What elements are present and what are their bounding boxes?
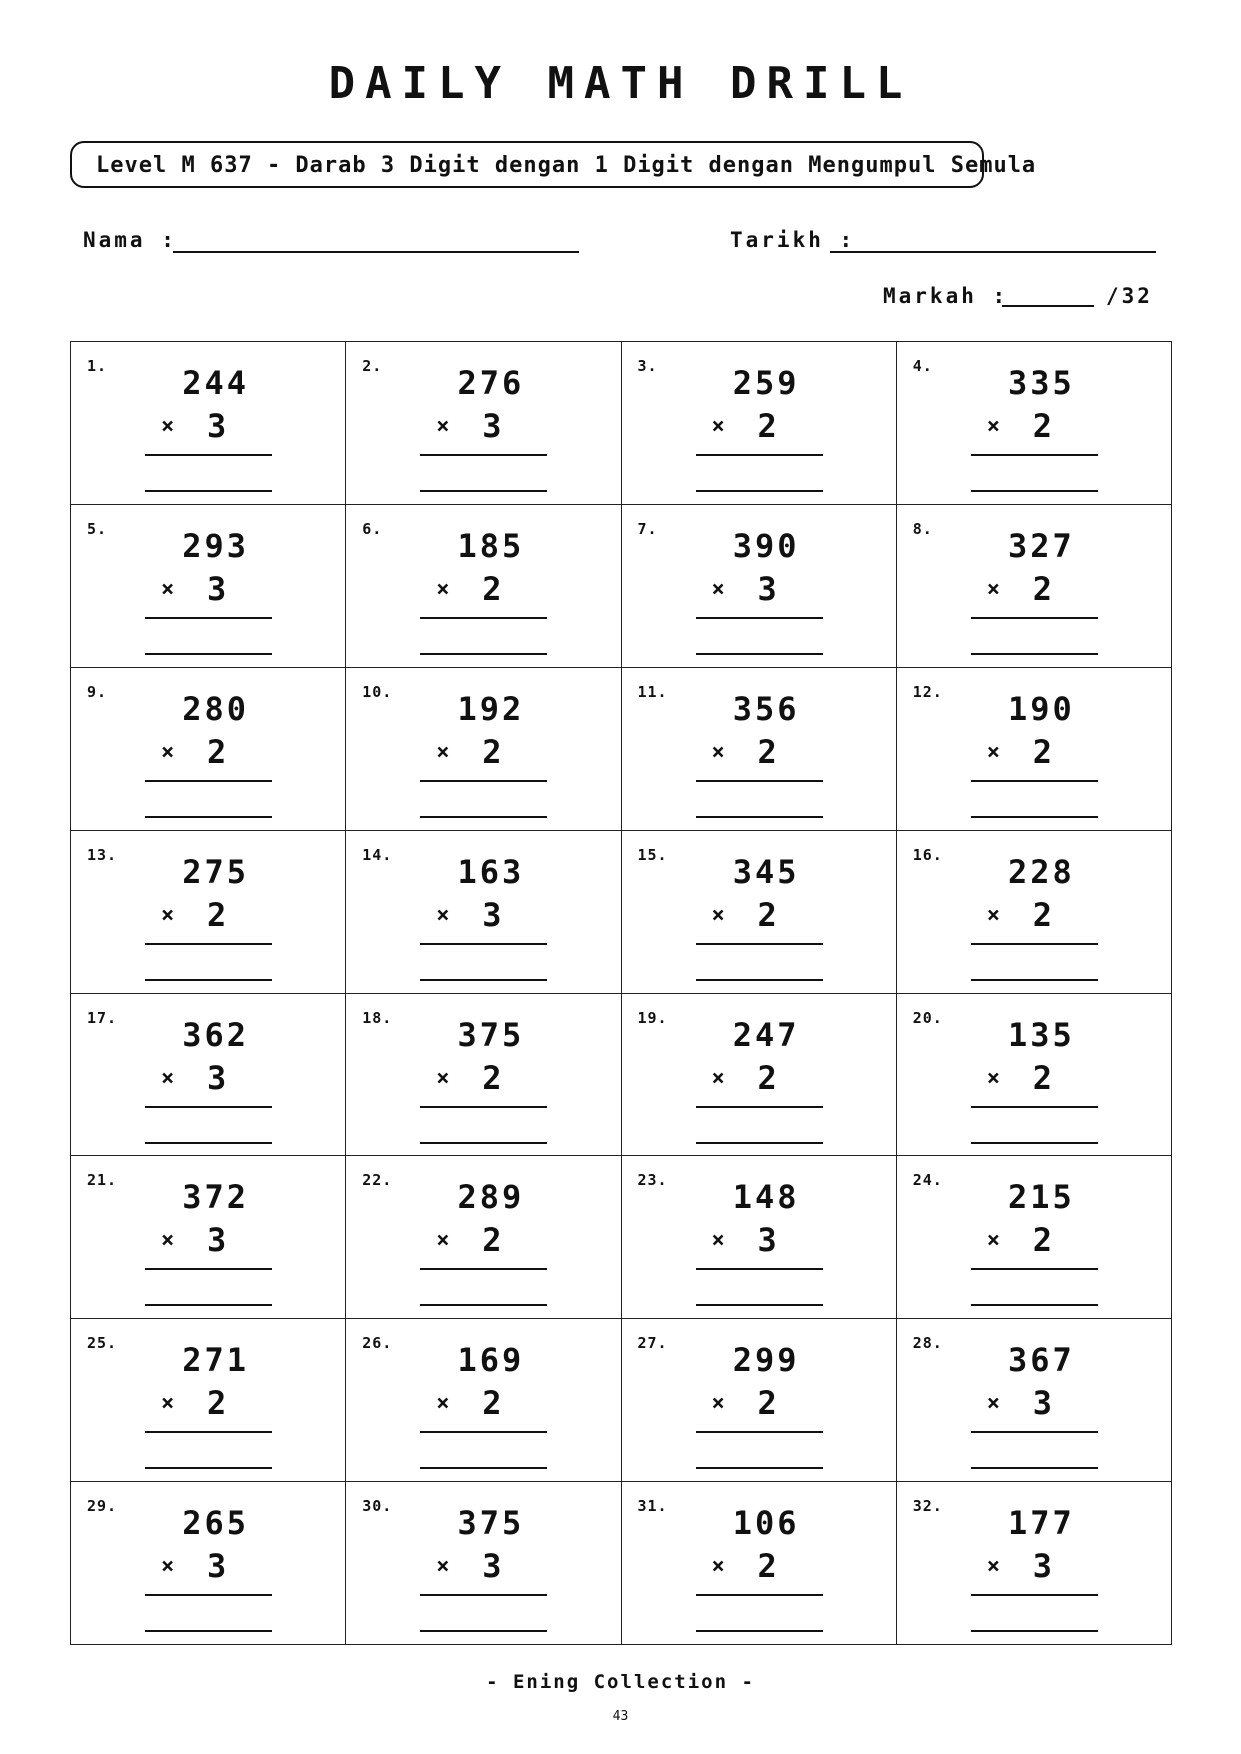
date-label: Tarikh : — [730, 228, 856, 252]
multiplicand: 265 — [182, 1504, 249, 1543]
multiplicand: 169 — [457, 1341, 525, 1380]
multiplicand: 356 — [732, 689, 800, 728]
multiplicand: 276 — [457, 364, 525, 402]
multiplicand: 271 — [182, 1341, 249, 1380]
problem-cell — [897, 831, 1172, 994]
multiplier: 2 — [757, 895, 777, 934]
answer-line[interactable] — [145, 1142, 272, 1144]
multiplier: 2 — [207, 732, 227, 771]
problem-cell — [897, 1482, 1172, 1645]
problem-cell — [346, 1482, 621, 1645]
multiplicand: 148 — [732, 1178, 800, 1217]
operation-line — [971, 780, 1098, 782]
problem-number: 1. — [87, 357, 108, 375]
answer-line[interactable] — [971, 1467, 1098, 1469]
multiply-sign: × — [436, 739, 450, 765]
answer-line[interactable] — [971, 1304, 1098, 1306]
problem-cell — [71, 1319, 346, 1482]
problem-number: 20. — [912, 1008, 943, 1027]
operation-line — [971, 1431, 1098, 1433]
problem-number: 7. — [637, 519, 658, 538]
problem-cell — [622, 1156, 897, 1319]
multiplicand: 106 — [732, 1504, 800, 1543]
page-title: DAILY MATH DRILL — [328, 58, 913, 109]
operation-line — [145, 1594, 272, 1596]
page-number: 43 — [612, 1709, 629, 1724]
multiply-sign: × — [986, 1228, 1000, 1254]
multiply-sign: × — [161, 1554, 175, 1580]
multiplier: 3 — [1032, 1547, 1053, 1586]
multiplicand: 215 — [1007, 1178, 1075, 1217]
problem-cell — [622, 668, 897, 831]
problem-cell — [622, 342, 897, 505]
multiply-sign: × — [161, 739, 175, 765]
problem-number: 27. — [637, 1334, 668, 1353]
multiplier: 3 — [1032, 1384, 1053, 1423]
operation-line — [145, 617, 272, 619]
multiplier: 3 — [482, 407, 502, 445]
problem-number: 6. — [362, 519, 383, 538]
operation-line — [971, 617, 1098, 619]
answer-line[interactable] — [696, 490, 823, 492]
multiplier: 2 — [207, 895, 227, 934]
multiply-sign: × — [436, 1554, 450, 1580]
multiplier: 2 — [482, 732, 502, 771]
multiplier: 2 — [1032, 732, 1053, 771]
problem-cell — [897, 342, 1172, 505]
multiplicand: 367 — [1007, 1341, 1075, 1380]
multiply-sign: × — [161, 1065, 175, 1091]
multiplicand: 163 — [457, 852, 525, 891]
multiplicand: 293 — [182, 526, 249, 565]
operation-line — [696, 943, 823, 945]
multiply-sign: × — [986, 1554, 1000, 1580]
operation-line — [145, 943, 272, 945]
date-input-line[interactable] — [830, 251, 1156, 253]
answer-line[interactable] — [145, 1630, 272, 1632]
multiply-sign: × — [711, 739, 725, 765]
operation-line — [696, 780, 823, 782]
multiplicand: 190 — [1007, 689, 1075, 728]
operation-line — [145, 1431, 272, 1433]
multiplicand: 275 — [182, 852, 249, 891]
answer-line[interactable] — [971, 1630, 1098, 1632]
problem-cell — [71, 994, 346, 1157]
problem-number: 8. — [912, 519, 933, 538]
multiplier: 2 — [757, 732, 777, 771]
multiply-sign: × — [986, 902, 1000, 928]
multiplicand: 289 — [457, 1178, 525, 1217]
problem-number: 21. — [87, 1171, 118, 1190]
name-input-line[interactable] — [173, 251, 579, 253]
multiplier: 3 — [757, 1221, 777, 1260]
problem-number: 11. — [637, 682, 668, 701]
multiplicand: 362 — [182, 1015, 249, 1054]
problem-number: 28. — [912, 1334, 943, 1353]
name-label: Nama : — [83, 228, 177, 252]
problem-cell — [897, 668, 1172, 831]
operation-line — [420, 943, 547, 945]
answer-line[interactable] — [420, 816, 547, 818]
multiplicand: 185 — [457, 526, 525, 565]
multiplier: 3 — [482, 895, 502, 934]
multiplicand: 135 — [1007, 1015, 1075, 1054]
multiplicand: 375 — [457, 1015, 525, 1054]
operation-line — [696, 454, 823, 456]
problem-number: 10. — [362, 682, 393, 701]
problem-cell — [71, 1482, 346, 1645]
operation-line — [420, 1431, 547, 1433]
multiplier: 3 — [207, 1221, 227, 1260]
operation-line — [696, 617, 823, 619]
multiplicand: 177 — [1007, 1504, 1075, 1543]
multiply-sign: × — [986, 739, 1000, 765]
multiplier: 2 — [482, 1221, 502, 1260]
multiply-sign: × — [711, 1065, 725, 1091]
multiply-sign: × — [161, 1391, 175, 1417]
answer-line[interactable] — [971, 490, 1098, 492]
answer-line[interactable] — [696, 653, 823, 655]
multiplier: 3 — [207, 1058, 227, 1097]
multiplier: 2 — [757, 1547, 777, 1586]
problem-grid — [70, 341, 1172, 1645]
multiplicand: 259 — [732, 364, 800, 402]
multiplicand: 372 — [182, 1178, 249, 1217]
multiply-sign: × — [986, 1391, 1000, 1417]
multiplier: 2 — [1032, 569, 1053, 608]
operation-line — [971, 454, 1098, 456]
problem-number: 2. — [362, 357, 383, 375]
operation-line — [420, 454, 547, 456]
problem-cell — [622, 1319, 897, 1482]
multiplier: 3 — [482, 1547, 502, 1586]
answer-line[interactable] — [971, 1142, 1098, 1144]
problem-cell — [622, 1482, 897, 1645]
problem-cell — [622, 505, 897, 668]
multiplicand: 390 — [732, 526, 800, 565]
problem-cell — [346, 994, 621, 1157]
multiply-sign: × — [436, 414, 450, 439]
multiplier: 2 — [482, 1058, 502, 1097]
answer-line[interactable] — [420, 653, 547, 655]
operation-line — [145, 1268, 272, 1270]
problem-number: 31. — [637, 1497, 668, 1516]
multiply-sign: × — [711, 1391, 725, 1417]
problem-number: 16. — [912, 845, 943, 864]
problem-number: 13. — [87, 845, 118, 864]
problem-number: 32. — [912, 1497, 943, 1516]
problem-number: 12. — [912, 682, 943, 701]
problem-cell — [346, 505, 621, 668]
problem-number: 25. — [87, 1334, 118, 1353]
answer-line[interactable] — [971, 816, 1098, 818]
operation-line — [971, 1268, 1098, 1270]
operation-line — [696, 1431, 823, 1433]
problem-cell — [71, 668, 346, 831]
answer-line[interactable] — [696, 979, 823, 981]
problem-cell — [346, 1156, 621, 1319]
multiplier: 2 — [482, 1384, 502, 1423]
operation-line — [145, 780, 272, 782]
collection-footer: - Ening Collection - — [486, 1671, 755, 1693]
multiplier: 2 — [757, 407, 777, 445]
answer-line[interactable] — [145, 979, 272, 981]
multiply-sign: × — [711, 1228, 725, 1254]
answer-line[interactable] — [420, 490, 547, 492]
answer-line[interactable] — [145, 1304, 272, 1306]
answer-line[interactable] — [420, 979, 547, 981]
problem-cell — [346, 831, 621, 994]
answer-line[interactable] — [420, 1467, 547, 1469]
multiplier: 3 — [207, 407, 227, 445]
multiplicand: 375 — [457, 1504, 525, 1543]
multiply-sign: × — [161, 902, 175, 928]
answer-line[interactable] — [420, 1630, 547, 1632]
problem-number: 15. — [637, 845, 668, 864]
operation-line — [420, 780, 547, 782]
multiply-sign: × — [986, 576, 1000, 602]
answer-line[interactable] — [971, 653, 1098, 655]
problem-number: 9. — [87, 682, 108, 701]
problem-number: 4. — [912, 357, 933, 375]
problem-number: 24. — [912, 1171, 943, 1190]
operation-line — [145, 1106, 272, 1108]
answer-line[interactable] — [145, 490, 272, 492]
answer-line[interactable] — [696, 1630, 823, 1632]
multiplicand: 327 — [1007, 526, 1075, 565]
answer-line[interactable] — [696, 816, 823, 818]
operation-line — [420, 617, 547, 619]
multiplier: 2 — [1032, 1221, 1053, 1260]
operation-line — [971, 1106, 1098, 1108]
problem-cell — [622, 831, 897, 994]
problem-number: 26. — [362, 1334, 393, 1353]
operation-line — [971, 943, 1098, 945]
multiply-sign: × — [161, 414, 175, 439]
answer-line[interactable] — [145, 653, 272, 655]
multiplicand: 244 — [182, 364, 249, 402]
problem-cell — [897, 505, 1172, 668]
problem-cell — [71, 505, 346, 668]
answer-line[interactable] — [420, 1142, 547, 1144]
multiplicand: 335 — [1007, 364, 1075, 402]
multiplier: 2 — [1032, 1058, 1053, 1097]
answer-line[interactable] — [696, 1142, 823, 1144]
marks-label: Markah : — [883, 284, 1009, 308]
marks-input-line[interactable] — [1002, 305, 1094, 307]
problem-number: 23. — [637, 1171, 668, 1190]
multiplier: 2 — [1032, 407, 1053, 445]
multiply-sign: × — [436, 576, 450, 602]
multiply-sign: × — [436, 1065, 450, 1091]
multiplier: 2 — [207, 1384, 227, 1423]
operation-line — [696, 1594, 823, 1596]
multiplier: 2 — [757, 1058, 777, 1097]
multiplicand: 192 — [457, 689, 525, 728]
multiplicand: 345 — [732, 852, 800, 891]
multiplier: 3 — [757, 569, 777, 608]
multiply-sign: × — [711, 576, 725, 602]
multiplier: 2 — [1032, 895, 1053, 934]
problem-cell — [897, 1319, 1172, 1482]
multiply-sign: × — [436, 902, 450, 928]
operation-line — [696, 1268, 823, 1270]
problem-cell — [622, 994, 897, 1157]
multiplicand: 280 — [182, 689, 249, 728]
answer-line[interactable] — [971, 979, 1098, 981]
operation-line — [696, 1106, 823, 1108]
multiplicand: 228 — [1007, 852, 1075, 891]
multiply-sign: × — [986, 414, 1000, 439]
multiply-sign: × — [436, 1391, 450, 1417]
multiply-sign: × — [711, 414, 725, 439]
problem-number: 30. — [362, 1497, 393, 1516]
operation-line — [420, 1594, 547, 1596]
answer-line[interactable] — [696, 1304, 823, 1306]
multiply-sign: × — [986, 1065, 1000, 1091]
multiplicand: 299 — [732, 1341, 800, 1380]
problem-number: 19. — [637, 1008, 668, 1027]
problem-number: 17. — [87, 1008, 118, 1027]
multiply-sign: × — [436, 1228, 450, 1254]
answer-line[interactable] — [696, 1467, 823, 1469]
problem-number: 22. — [362, 1171, 393, 1190]
problem-number: 5. — [87, 519, 108, 538]
operation-line — [971, 1594, 1098, 1596]
multiply-sign: × — [161, 1228, 175, 1254]
problem-cell — [346, 1319, 621, 1482]
operation-line — [145, 454, 272, 456]
multiplier: 2 — [482, 569, 502, 608]
answer-line[interactable] — [145, 1467, 272, 1469]
problem-cell — [71, 1156, 346, 1319]
multiplicand: 247 — [732, 1015, 800, 1054]
level-description: Level M 637 - Darab 3 Digit dengan 1 Digit dengan Mengumpul Semula — [96, 153, 1037, 178]
multiply-sign: × — [711, 902, 725, 928]
problem-cell — [71, 831, 346, 994]
multiply-sign: × — [711, 1554, 725, 1580]
multiplier: 3 — [207, 1547, 227, 1586]
answer-line[interactable] — [420, 1304, 547, 1306]
level-description-box — [70, 141, 1037, 188]
operation-line — [420, 1268, 547, 1270]
answer-line[interactable] — [145, 816, 272, 818]
problem-number: 3. — [637, 357, 658, 375]
problem-cell — [897, 1156, 1172, 1319]
problem-number: 29. — [87, 1497, 118, 1516]
problem-number: 14. — [362, 845, 393, 864]
operation-line — [420, 1106, 547, 1108]
problem-cell — [71, 342, 346, 505]
problem-cell — [346, 668, 621, 831]
multiplier: 3 — [207, 569, 227, 608]
multiply-sign: × — [161, 576, 175, 602]
multiplier: 2 — [757, 1384, 777, 1423]
problem-cell — [346, 342, 621, 505]
problem-number: 18. — [362, 1008, 393, 1027]
marks-total: /32 — [1106, 284, 1153, 308]
problem-cell — [897, 994, 1172, 1157]
